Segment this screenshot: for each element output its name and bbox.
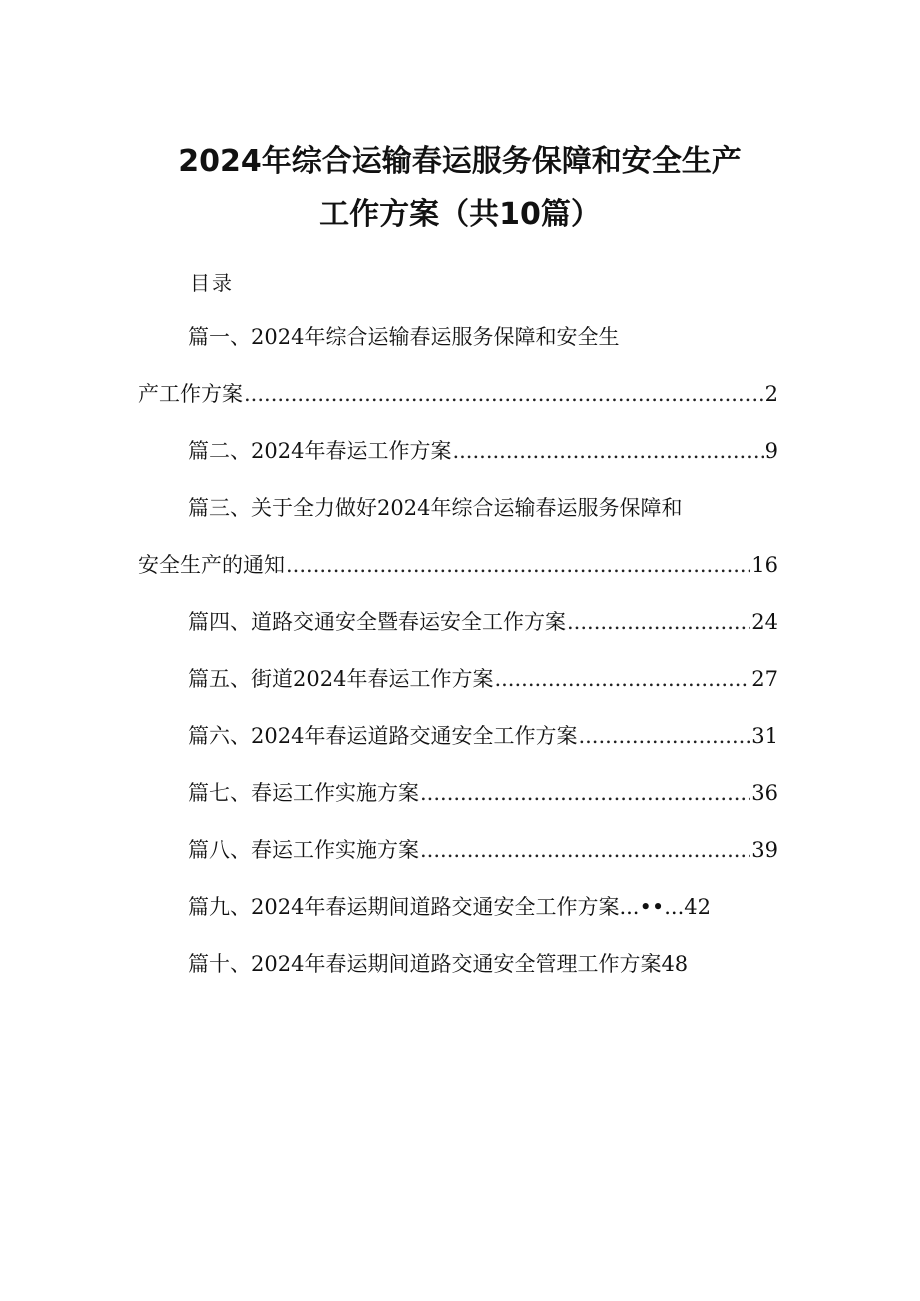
toc-entry-10[interactable]: 篇十、2024年春运期间道路交通安全管理工作方案48 — [188, 952, 689, 976]
toc-dot-leader — [494, 665, 750, 693]
toc-page-number: 27 — [751, 667, 778, 691]
toc-entry-7[interactable] — [188, 779, 778, 807]
toc-entry-1-line2[interactable] — [138, 380, 778, 408]
toc-entry-label: 篇六、2024年春运道路交通安全工作方案 — [188, 724, 578, 748]
toc-entry-3-line2[interactable] — [138, 551, 778, 579]
toc-page-number: 36 — [751, 781, 778, 805]
toc-page-number: 24 — [751, 610, 778, 634]
toc-entry-6[interactable] — [188, 722, 778, 750]
toc-entry-label: 安全生产的通知 — [138, 553, 285, 577]
toc-entry-label: 篇五、街道2024年春运工作方案 — [188, 667, 494, 691]
toc-entry-label: 篇二、2024年春运工作方案 — [188, 439, 452, 463]
toc-entry-8[interactable] — [188, 836, 778, 864]
toc-entry-label: 篇八、春运工作实施方案 — [188, 838, 419, 862]
toc-entry-1-line1[interactable]: 篇一、2024年综合运输春运服务保障和安全生 — [188, 325, 620, 349]
toc-page-number: 2 — [764, 382, 778, 406]
toc-dot-leader — [567, 608, 750, 636]
toc-page-number: 31 — [751, 724, 778, 748]
toc-entry-label: 篇四、道路交通安全暨春运安全工作方案 — [188, 610, 566, 634]
toc-page-number: 39 — [751, 838, 778, 862]
toc-heading: 目录 — [190, 271, 234, 295]
toc-dot-leader — [420, 779, 750, 807]
toc-dot-leader — [244, 380, 764, 408]
toc-dot-leader — [452, 437, 763, 465]
toc-entry-4[interactable] — [188, 608, 778, 636]
toc-entry-label: 产工作方案 — [138, 382, 243, 406]
toc-entry-9[interactable]: 篇九、2024年春运期间道路交通安全工作方案...••...42 — [188, 895, 711, 919]
document-title-line2: 工作方案（共10篇） — [319, 197, 601, 232]
toc-dot-leader — [286, 551, 750, 579]
toc-page-number: 9 — [764, 439, 778, 463]
toc-entry-3-line1[interactable]: 篇三、关于全力做好2024年综合运输春运服务保障和 — [188, 496, 683, 520]
toc-entry-5[interactable] — [188, 665, 778, 693]
toc-entry-label: 篇七、春运工作实施方案 — [188, 781, 419, 805]
toc-dot-leader — [578, 722, 750, 750]
toc-entry-2[interactable] — [188, 437, 778, 465]
document-title-line1: 2024年综合运输春运服务保障和安全生产 — [178, 144, 742, 179]
toc-page-number: 16 — [751, 553, 778, 577]
toc-dot-leader — [420, 836, 750, 864]
